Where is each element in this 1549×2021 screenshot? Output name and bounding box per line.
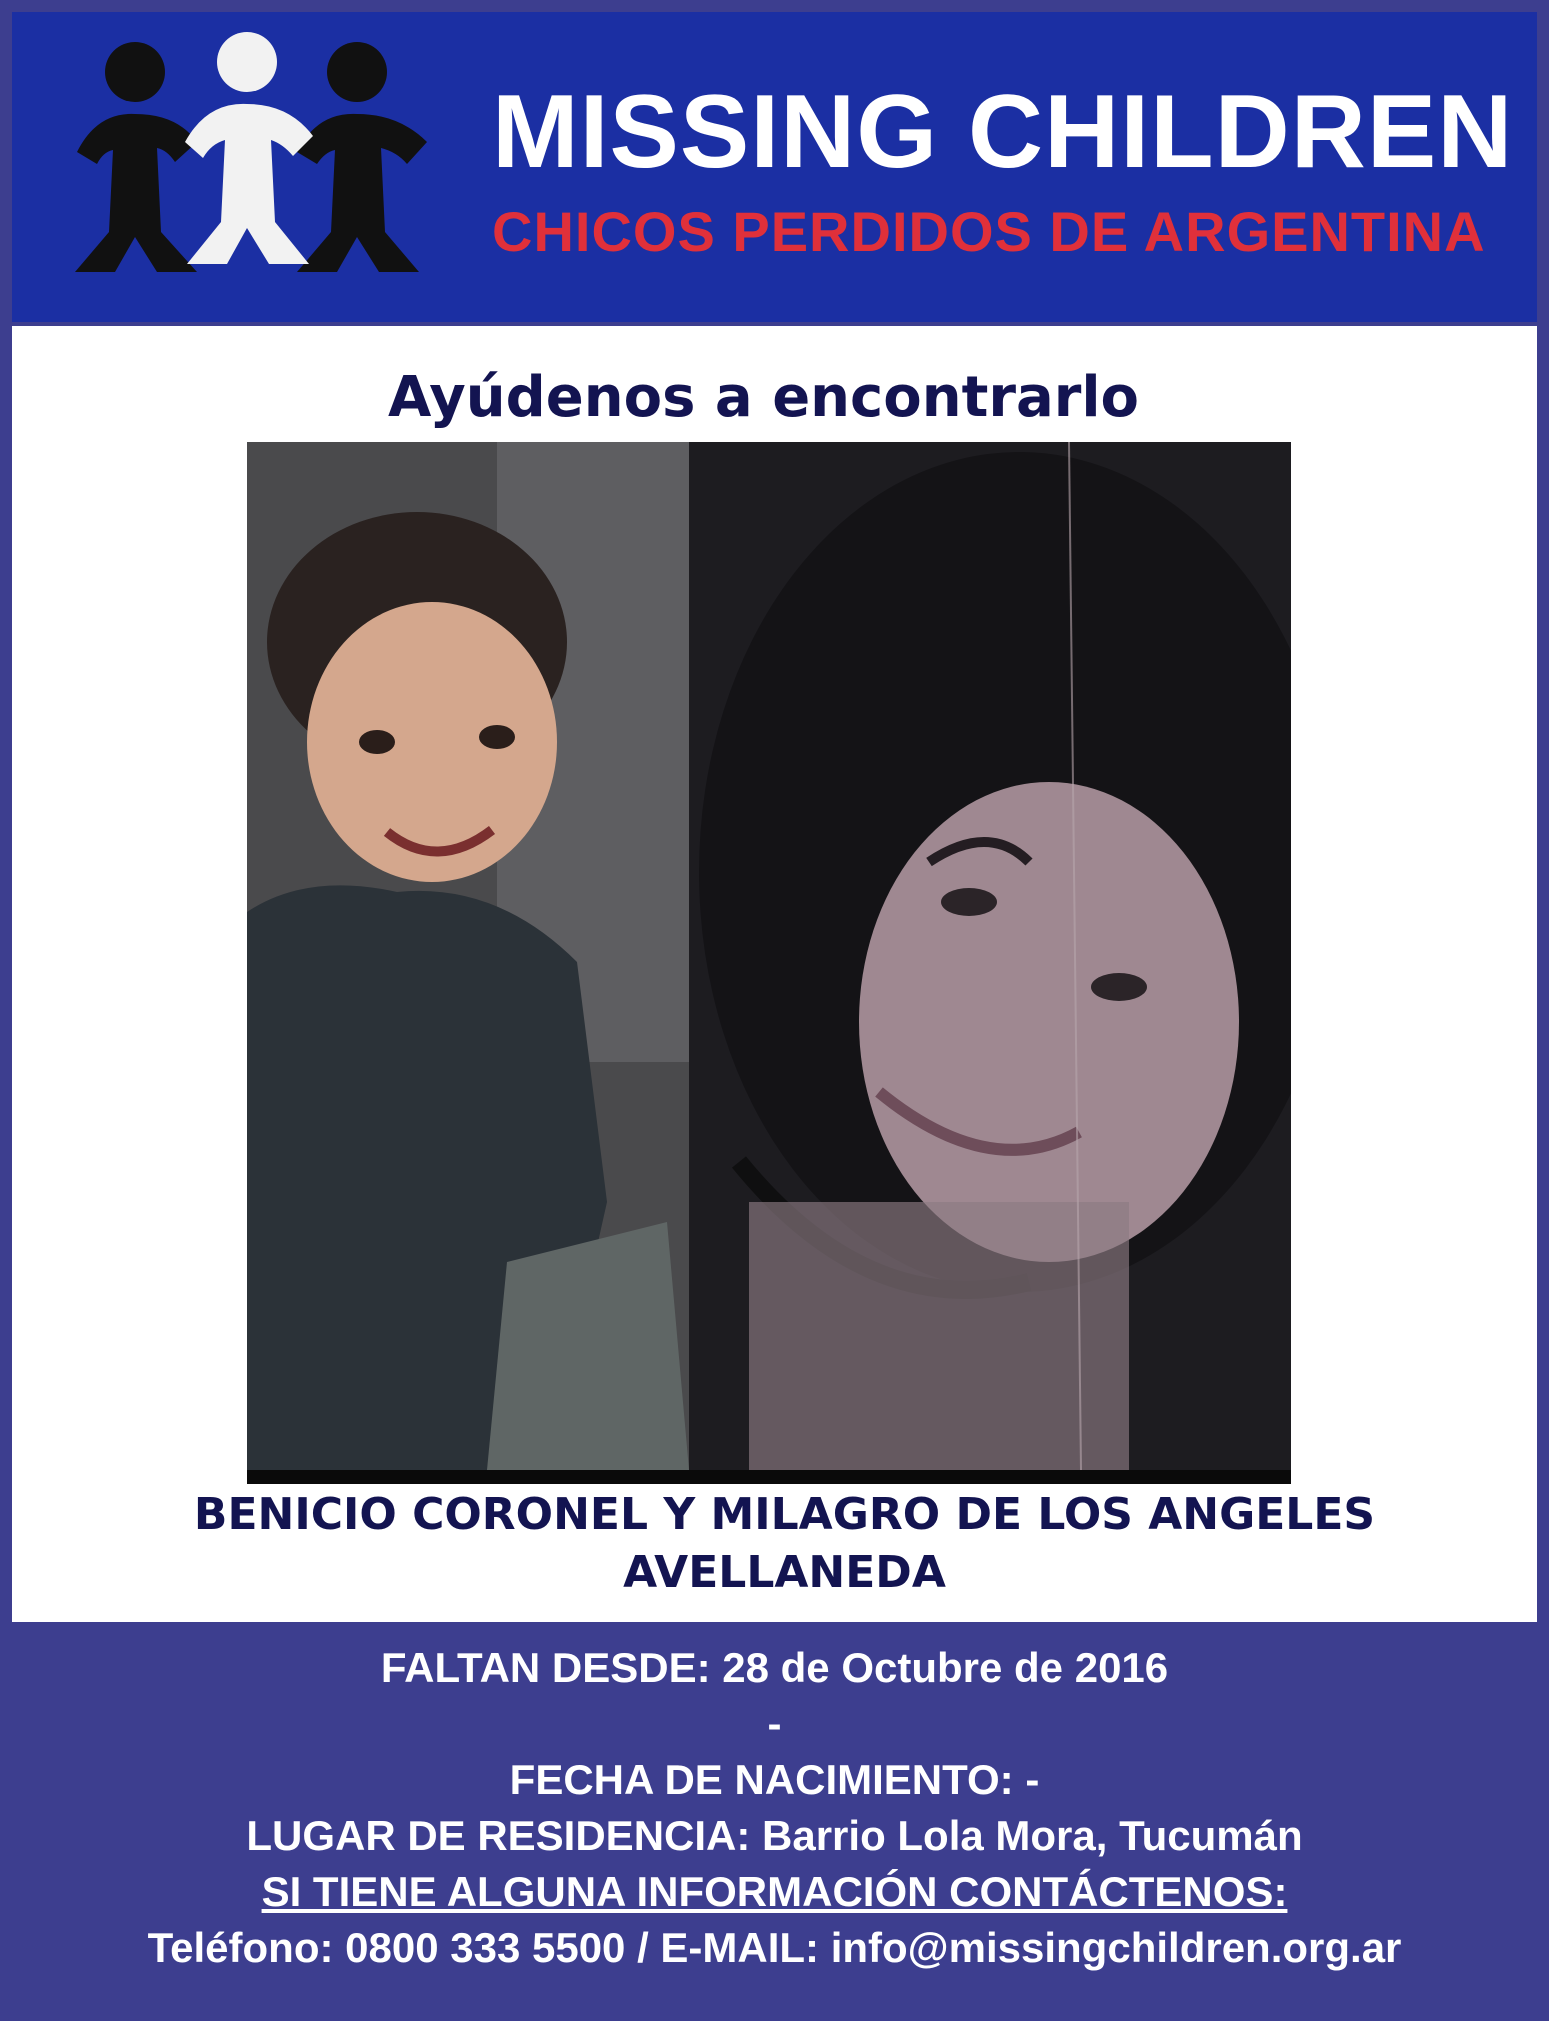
- birth-date: FECHA DE NACIMIENTO: -: [509, 1756, 1040, 1803]
- photo-girl: [689, 442, 1291, 1470]
- info-section: [12, 1640, 1537, 1976]
- missing-since: FALTAN DESDE: 28 de Octubre de 2016: [380, 1644, 1169, 1691]
- headline: Ayúdenos a encontrarlo: [387, 365, 1140, 430]
- residence: LUGAR DE RESIDENCIA: Barrio Lola Mora, Tucumán: [246, 1812, 1303, 1859]
- brand-subtitle: CHICOS PERDIDOS DE ARGENTINA: [492, 200, 1486, 263]
- photo-boy: [247, 442, 689, 1470]
- separator: -: [767, 1700, 782, 1747]
- three-children-figures-icon: [57, 32, 457, 282]
- photo-frame: [247, 442, 1291, 1484]
- header-banner: [12, 12, 1537, 322]
- photo-girl-icon: [689, 442, 1291, 1470]
- photo-bottom-bar: [247, 1470, 1291, 1484]
- photo-boy-icon: [247, 442, 689, 1470]
- missing-names: [12, 1486, 1537, 1602]
- contact-prompt: SI TIENE ALGUNA INFORMACIÓN CONTÁCTENOS:: [261, 1868, 1288, 1915]
- brand-title: MISSING CHILDREN: [492, 74, 1514, 190]
- names-line-1: BENICIO CORONEL Y MILAGRO DE LOS ANGELES: [193, 1489, 1376, 1540]
- contact-details[interactable]: Teléfono: 0800 333 5500 / E-MAIL: info@missingchildren.org.ar: [147, 1924, 1402, 1971]
- main-panel: [12, 326, 1537, 1622]
- names-line-2: AVELLANEDA: [623, 1547, 946, 1598]
